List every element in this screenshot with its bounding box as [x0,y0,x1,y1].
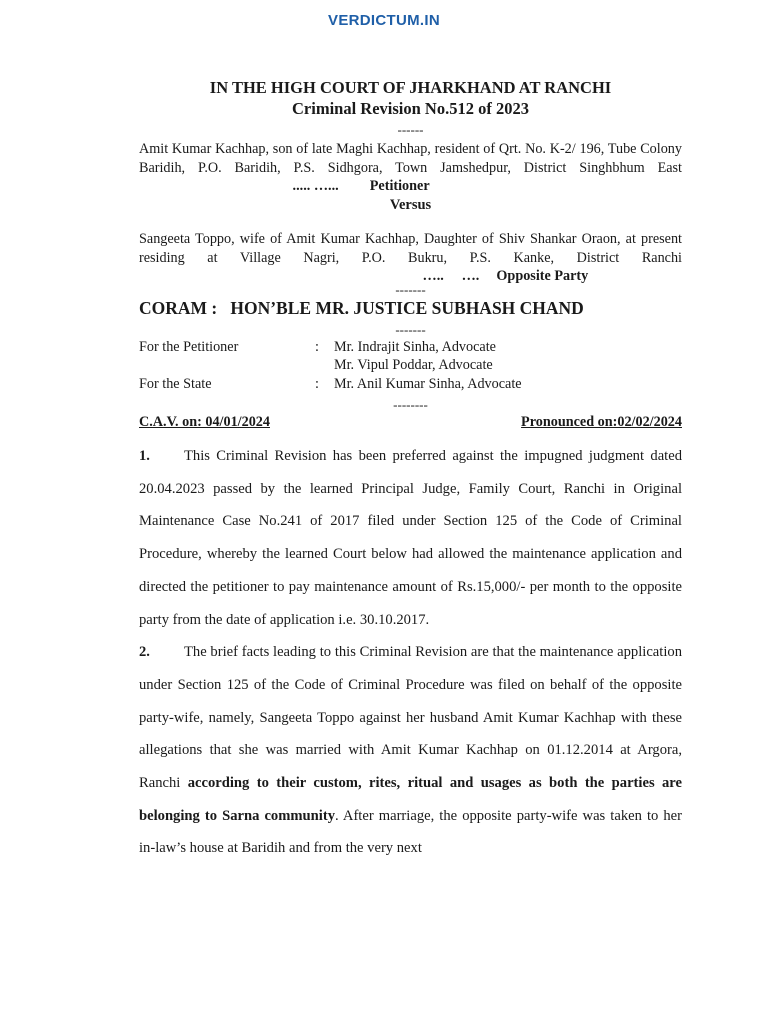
pronounced-date: Pronounced on:02/02/2024 [521,414,682,430]
opposite-party-description: Sangeeta Toppo, wife of Amit Kumar Kachhap, Daughter of Shiv Shankar Oraon, at present residing at Village Nagri, P.O. Bukru, P.S. Kanke, District Ranchi [139,231,682,266]
paragraph-number: 1. [139,448,150,464]
court-title: IN THE HIGH COURT OF JHARKHAND AT RANCHI [209,78,612,97]
paragraph-2 [139,636,682,865]
counsel-name: Mr. Vipul Poddar, Advocate [334,357,493,373]
opposite-party-role: Opposite Party [496,268,589,284]
separator: ------- [395,322,426,337]
petitioner-role: Petitioner [369,178,430,194]
separator: -------- [393,397,428,412]
paragraph-number: 2. [139,644,150,661]
opposite-party-dots: ….. …. [422,268,480,284]
paragraph-1 [139,440,682,636]
judgment-body [139,440,682,865]
paragraph-text: . After marriage, the opposite party-wife was taken to her in-law’s house at Baridih and from the very next [139,807,682,857]
petitioner-block [139,140,682,196]
counsel-name: Mr. Indrajit Sinha, Advocate [334,339,496,355]
counsel-colon: : [315,339,319,355]
coram: CORAM : HON’BLE MR. JUSTICE SUBHASH CHAND [139,298,584,318]
petitioner-description: Amit Kumar Kachhap, son of late Maghi Kachhap, resident of Qrt. No. K-2/ 196, Tube Colony Baridih, P.O. Baridih, P.S. Sidhgora, Town Jamshedpur, District Singhbhum East [139,141,682,176]
counsel-label: For the Petitioner [139,339,239,355]
case-number: Criminal Revision No.512 of 2023 [292,99,529,118]
paragraph-text: This Criminal Revision has been preferred against the impugned judgment dated 20.04.2023 passed by the learned Principal Judge, Family Court, Ranchi in Original Maintenance Case No.241 of 2017 filed under Section 125 of the Code of Criminal Procedure, whereby the learned Court below had allowed the maintenance application and directed the petitioner to pay maintenance amount of Rs.15,000/- per month to the opposite party from the date of application i.e. 30.10.2017. [139,448,682,628]
separator: ------- [395,282,426,297]
cav-date: C.A.V. on: 04/01/2024 [139,414,270,430]
versus: Versus [389,197,432,213]
paragraph-text: The brief facts leading to this Criminal Revision are that the maintenance application under Section 125 of the Code of Criminal Procedure was filed on behalf of the opposite party-wife, namely, Sangeeta Toppo against her husband Amit Kumar Kachhap with these allegations that she was married with Amit Kumar Kachhap on 01.12.2014 at Argora, Ranchi [139,644,682,792]
counsel-colon: : [315,376,319,392]
opposite-party-block [139,230,682,286]
watermark: VERDICTUM.IN [328,12,440,29]
separator: ------ [397,122,424,137]
paragraph-text-bold: according to their custom, rites, ritual and usages as both the parties are belonging to Sarna community [139,775,682,824]
petitioner-dots: ..... …... [292,178,339,194]
counsel-label: For the State [139,376,212,392]
counsel-name: Mr. Anil Kumar Sinha, Advocate [334,376,522,392]
